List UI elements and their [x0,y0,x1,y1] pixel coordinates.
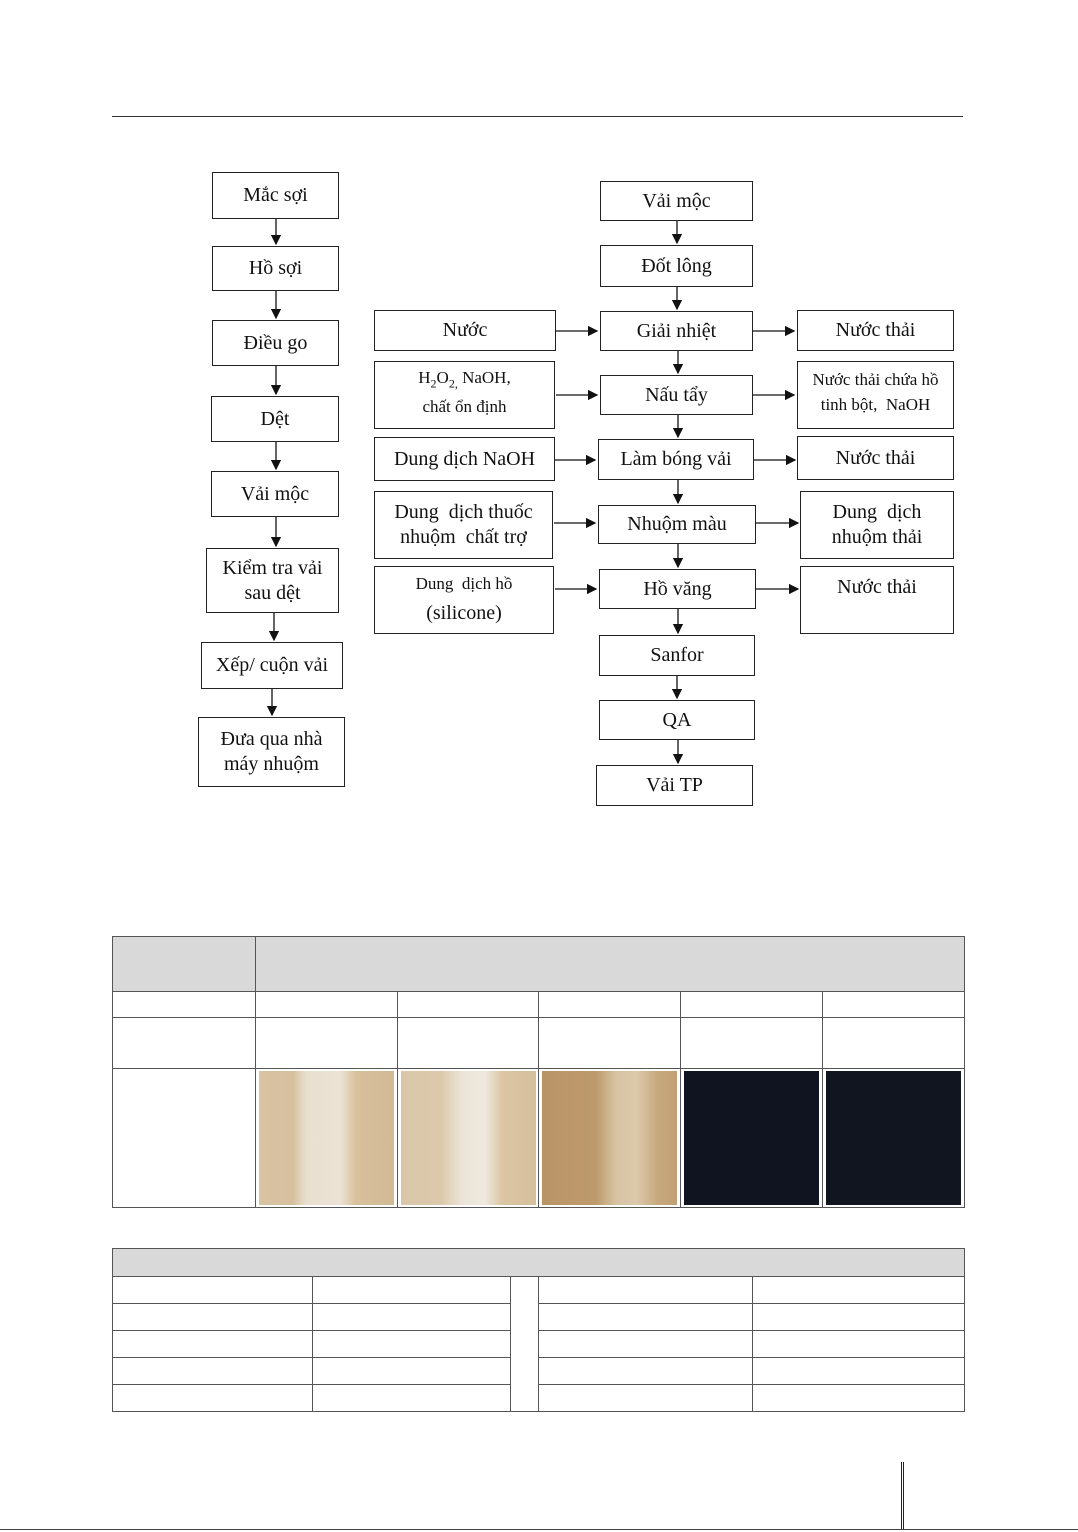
table-cell [539,1277,753,1304]
input-label: Nước [442,319,488,341]
table-cell [753,1277,965,1304]
fabric-swatch-image [259,1071,394,1205]
step-label: Xếp/ cuộn vải [215,654,329,676]
input-dd-naoh [374,437,555,481]
table-cell [398,992,539,1018]
step-lam-bong-vai [598,439,754,480]
fabric-sample-table [112,936,965,1208]
step-label: Đốt lông [641,254,712,277]
fabric-swatch-image [401,1071,536,1205]
step-dua-qua-nha-may [198,717,345,787]
table-header-cell [113,937,256,992]
table-cell [539,1304,753,1331]
output-nuoc-thai-2 [797,436,954,480]
table-cell [313,1331,511,1358]
parameter-table [112,1248,965,1412]
step-ho-vang [599,569,756,609]
step-mac-soi [212,172,339,219]
table-cell [681,1018,823,1069]
table-cell [113,1018,256,1069]
input-h2o2-naoh [374,361,555,429]
table-cell [398,1069,539,1208]
table-cell [681,1069,823,1208]
input-dd-thuoc-nhuom [374,491,553,559]
input-label: Dung dịch thuốc nhuộm chất trợ [394,501,533,548]
step-label: Nhuộm màu [627,513,727,535]
input-label: Dung dịch hồ (silicone) [415,573,513,624]
output-label: Nước thải [837,576,917,598]
table-cell [113,1069,256,1208]
table-header-cell [256,937,965,992]
page-footer-marker [901,1462,904,1530]
step-sanfor [599,635,755,676]
table-cell [539,1018,681,1069]
step-label: Kiểm tra vải sau dệt [222,556,323,604]
table-cell [113,1385,313,1412]
step-label: Làm bóng vải [620,448,732,470]
table-cell [539,992,681,1018]
table-cell [113,1304,313,1331]
table-cell [398,1018,539,1069]
table-cell [113,1331,313,1358]
output-nuoc-thai-chua-ho [797,361,954,429]
step-label: Vải TP [646,774,703,796]
step-label: Đưa qua nhà máy nhuộm [220,728,323,775]
output-nuoc-thai-1 [797,310,954,351]
table-header-cell [113,1249,965,1277]
footer-rule [0,1529,1078,1530]
step-label: Vải mộc [240,482,310,505]
fabric-swatch-image [684,1071,819,1205]
table-cell [539,1331,753,1358]
table-cell [313,1304,511,1331]
table-cell [113,1358,313,1385]
step-label: Sanfor [650,644,704,666]
table-cell [256,1069,398,1208]
table-cell [681,992,823,1018]
output-nuoc-thai-3 [800,566,954,634]
step-label: Nấu tẩy [645,383,708,406]
step-nhuom-mau [598,505,756,544]
step-vai-moc [600,181,753,221]
table-cell [313,1277,511,1304]
output-dd-nhuom-thai [800,491,954,559]
table-cell [823,1069,965,1208]
step-label: Dệt [260,407,290,430]
step-qa [599,700,755,740]
step-ho-soi [212,246,339,291]
step-label: Hồ văng [643,577,712,600]
step-label: Hồ sợi [248,257,303,279]
table-cell [753,1304,965,1331]
table-cell [113,1277,313,1304]
step-label: Mắc sợi [243,184,308,206]
fabric-swatch-image [826,1071,961,1205]
step-xep-cuon-vai [201,642,343,689]
step-label: Điều go [243,331,308,354]
table-cell [753,1358,965,1385]
step-label: Vải mộc [642,189,711,212]
table-cell [539,1385,753,1412]
table-cell [539,1358,753,1385]
table-cell [313,1358,511,1385]
table-cell [256,992,398,1018]
step-dieu-go [212,320,339,366]
output-label: Nước thải chứa hồ tinh bột, NaOH [812,370,939,415]
output-label: Dung dịch nhuộm thải [831,501,923,548]
step-det [211,396,339,442]
input-label: $H_2O_{2,}$ NaOH, chất ổn định [418,367,511,417]
step-label: QA [662,708,692,731]
step-label: Giải nhiệt [636,319,717,342]
table-cell [113,992,256,1018]
table-cell [823,1018,965,1069]
input-nuoc [374,310,556,351]
table-cell [313,1385,511,1412]
table-cell [753,1385,965,1412]
input-label: Dung dịch NaOH [393,447,536,470]
step-giai-nhiet [600,311,753,351]
fabric-swatch-image [542,1071,677,1205]
step-vai-tp [596,765,753,806]
table-separator-cell [511,1277,539,1412]
table-cell [539,1069,681,1208]
table-cell [256,1018,398,1069]
step-dot-long [600,245,753,287]
step-vai-moc-left [211,471,339,517]
step-kiem-tra-vai [206,548,339,613]
step-nau-tay [600,375,753,415]
table-cell [753,1331,965,1358]
table-cell [823,992,965,1018]
output-label: Nước thải [835,446,916,469]
input-dd-ho-silicone [374,566,554,634]
output-label: Nước thải [835,319,916,341]
